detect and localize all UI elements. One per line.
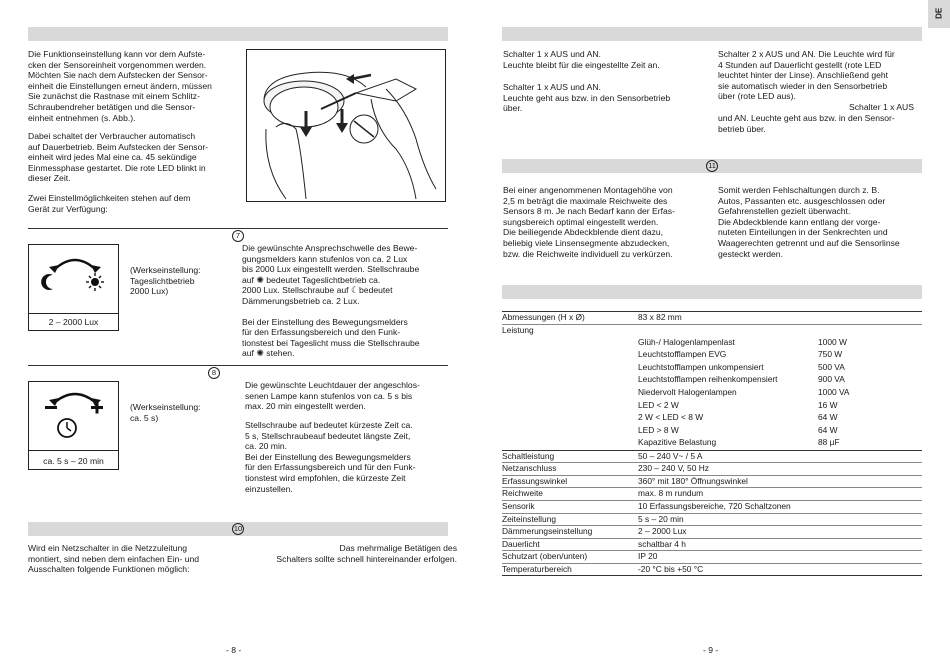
spec-label: Schutzart (oben/unten) [502, 551, 638, 564]
switch-case-2b: Schalter 1 x AUS [849, 102, 914, 112]
section-8-number: 8 [208, 367, 220, 379]
section-11-header [502, 159, 922, 173]
moon-sun-dial-icon [41, 253, 109, 291]
switch-case-2c: und AN. Leuchte geht aus bzw. in den Sensor- betrieb über. [718, 113, 895, 134]
section-11-col2: Somit werden Fehlschaltungen durch z. B. Autos, Passanten etc. ausgeschlossen oder Gefahrenstellen gezielt überwacht. Die Abdeckblende kann entlang der vorge- nuteten Einteilungen in der Senkrechten und Waagerechten getrennt und auf die Sensorlinse gesteckt werden. [718, 185, 900, 259]
power-value: 16 W [818, 399, 838, 410]
spec-value: 5 s – 20 min [638, 513, 922, 526]
section-7-line-sun [242, 275, 452, 286]
power-name: LED > 8 W [638, 424, 679, 435]
intro-paragraph-2: Dabei schaltet der Verbraucher automatisch auf Dauerbetrieb. Beim Aufstecken der Sensor- einheit wird jedes Mal eine ca. 45 sekündige Einmessphase gestartet. Die rote LED blinkt in dieser Zeit. [28, 131, 209, 184]
section-7-line-sun-2 [242, 348, 452, 359]
time-dial-box [28, 381, 119, 470]
dial-divider [28, 313, 119, 314]
power-row [502, 437, 922, 450]
power-value: 1000 VA [818, 387, 850, 398]
power-row [502, 337, 922, 350]
power-row [502, 412, 922, 425]
power-value: 900 VA [818, 374, 845, 385]
spec-label: Temperaturbereich [502, 563, 638, 576]
text-auf: auf [242, 274, 254, 285]
spec-label: Leistung [502, 324, 638, 337]
intro-paragraph-3: Zwei Einstellmöglichkeiten stehen auf dem Gerät zur Verfügung: [28, 193, 191, 214]
page-number-left: - 8 - [226, 645, 242, 655]
spec-row [502, 551, 922, 564]
language-tab [928, 0, 950, 28]
power-row [502, 374, 922, 387]
text-stehen: stehen. [266, 348, 295, 359]
spec-value: 360° mit 180° Öffnungswinkel [638, 475, 922, 488]
power-name: Leuchtstofflampen reihenkompensiert [638, 374, 778, 385]
power-name: Niedervolt Halogenlampen [638, 387, 737, 398]
power-name: Leuchtstofflampen unkompensiert [638, 361, 764, 372]
section-header-bar [28, 27, 448, 41]
section-10-header [28, 522, 448, 536]
section-10-col2: Das mehrmalige Betätigen des Schalters sollte schnell hintereinander erfolgen. [276, 543, 457, 564]
spec-row [502, 463, 922, 476]
power-row [502, 362, 922, 375]
power-name: Glüh-/ Halogenlampenlast [638, 336, 735, 347]
time-factory-setting: (Werkseinstellung: ca. 5 s) [130, 402, 201, 423]
power-value: 88 µF [818, 437, 840, 448]
section-7-number: 7 [232, 230, 244, 242]
spec-value: IP 20 [638, 551, 922, 564]
intro-paragraph: Die Funktionseinstellung kann vor dem Aufste- cken der Sensoreinheit vorgenommen werden. Möchten Sie nach dem Aufstecken der Sensor- einheit die Einstellungen erneut ändern, müssen Sie zunächst die Rastnase mit einem Schlitz- Schraubendreher betätigen und die Sensor- einheit entnehmen (s. Abb.). [28, 49, 212, 123]
power-value: 1000 W [818, 336, 847, 347]
text-meaning: bedeutet [359, 285, 393, 296]
language-tab-label: DE [934, 7, 944, 19]
spec-value: -20 °C bis +50 °C [638, 563, 922, 576]
power-name: Leuchtstofflampen EVG [638, 349, 727, 360]
section-8-rule [28, 365, 448, 366]
text-daylight: bedeutet Tageslichtbetrieb ca. [266, 274, 381, 285]
spec-label: Sensorik [502, 500, 638, 513]
lux-range-label: 2 – 2000 Lux [48, 317, 99, 327]
spec-value: 230 – 240 V, 50 Hz [638, 463, 922, 476]
lux-factory-setting: (Werkseinstellung: Tageslichtbetrieb 2000 Lux) [130, 265, 201, 297]
switch-case-2a: Schalter 2 x AUS und AN. Die Leuchte wird für 4 Stunden auf Dauerlicht gestellt (rote LED leuchtet hinter der Linse). Anschließend geht sie automatisch wieder in den Sensorbetrieb über (rote LED aus). [718, 49, 895, 102]
section-7-rule [28, 228, 448, 229]
spec-row [502, 500, 922, 513]
section-10-number: 10 [233, 524, 243, 533]
section-10-col1: Wird ein Netzschalter in die Netzzuleitung montiert, sind neben dem einfachen Ein- und Ausschalten folgende Funktionen möglich: [28, 543, 200, 575]
minus-plus-clock-icon [41, 388, 109, 440]
spec-label: Erfassungswinkel [502, 475, 638, 488]
spec-row [502, 526, 922, 539]
moon-icon: ☾ [350, 285, 360, 296]
section-11-number: 11 [706, 160, 718, 172]
power-row [502, 349, 922, 362]
right-header-bar [502, 27, 922, 41]
power-name: 2 W < LED < 8 W [638, 412, 704, 423]
spec-value: 2 – 2000 Lux [638, 526, 922, 539]
spec-row [502, 324, 922, 337]
spec-row [502, 475, 922, 488]
spec-label: Zeiteinstellung [502, 513, 638, 526]
spec-row [502, 488, 922, 501]
power-value: 64 W [818, 412, 838, 423]
section-7-paragraph-2: Bei der Einstellung des Bewegungsmelders für den Erfassungsbereich und den Funk- tionstest bei Tageslicht muss die Stellschraube [242, 316, 420, 348]
dial-divider [28, 450, 119, 451]
spec-row [502, 563, 922, 576]
spec-row [502, 538, 922, 551]
section-8-paragraph-1: Die gewünschte Leuchtdauer der angeschlos- senen Lampe kann stufenlos von ca. 5 s bis max. 20 min eingestellt werden. [245, 380, 420, 412]
power-value: 750 W [818, 349, 843, 360]
power-name: Kapazitive Belastung [638, 437, 717, 448]
technical-data-table [502, 311, 922, 576]
spec-row [502, 513, 922, 526]
text-setting: 2000 Lux. Stellschraube auf [242, 285, 349, 296]
power-name: LED < 2 W [638, 399, 679, 410]
lux-dial-box [28, 244, 119, 331]
spec-label: Schaltleistung [502, 450, 638, 463]
spec-value: 10 Erfassungsbereiche, 720 Schaltzonen [638, 500, 922, 513]
power-value: 64 W [818, 424, 838, 435]
sensor-removal-illustration [246, 49, 446, 202]
switch-case-1b: Schalter 1 x AUS und AN. Leuchte geht aus bzw. in den Sensorbetrieb über. [503, 82, 671, 114]
section-8-paragraph-2: Stellschraube auf bedeutet kürzeste Zeit ca. 5 s, Stellschraubeauf bedeutet längste Zeit, ca. 20 min. Bei der Einstellung des Bewegungsmelders für den Erfassungsbereich und für den Funk- tionstest wird empfohlen, die kürzeste Zeit einzustellen. [245, 420, 416, 494]
section-7-text [242, 243, 452, 359]
spec-label: Netzanschluss [502, 463, 638, 476]
text-twilight: Dämmerungsbetrieb ca. 2 Lux. [242, 295, 360, 306]
switch-case-1a: Schalter 1 x AUS und AN. Leuchte bleibt für die eingestellte Zeit an. [503, 49, 660, 70]
spec-value [638, 324, 922, 337]
technical-data-header [502, 285, 922, 299]
spec-label: Reichweite [502, 488, 638, 501]
page-number-right: - 9 - [703, 645, 719, 655]
spec-value: max. 8 m rundum [638, 488, 922, 501]
spec-value: 83 x 82 mm [638, 312, 922, 325]
sun-icon: ✺ [256, 348, 264, 359]
section-7-line-moon [242, 285, 452, 296]
power-row [502, 425, 922, 438]
section-7-paragraph-1: Die gewünschte Ansprechschwelle des Bewe- gungsmelders kann stufenlos von ca. 2 Lux bis 2000 Lux eingestellt werden. Stellschraube [242, 243, 420, 275]
spec-label: Dauerlicht [502, 538, 638, 551]
section-11-col1: Bei einer angenommenen Montagehöhe von 2,5 m beträgt die maximale Reichweite des Sensors 8 m. Je nach Bedarf kann der Erfas- sungsbereich optimal eingestellt werden. Die beiliegende Abdeckblende dient dazu, beliebig viele Linsensegmente abzudecken, bzw. die Reichweite individuell zu verkürzen. [503, 185, 675, 259]
spec-value: schaltbar 4 h [638, 538, 922, 551]
spec-row [502, 450, 922, 463]
sun-icon: ✺ [256, 274, 264, 285]
time-range-label: ca. 5 s – 20 min [43, 456, 104, 466]
spec-row [502, 312, 922, 325]
spec-label: Abmessungen (H x Ø) [502, 312, 638, 325]
spec-value: 50 – 240 V~ / 5 A [638, 450, 922, 463]
power-row [502, 400, 922, 413]
text-auf-2: auf [242, 348, 254, 359]
power-value: 500 VA [818, 361, 845, 372]
power-row [502, 387, 922, 400]
spec-label: Dämmerungseinstellung [502, 526, 638, 539]
